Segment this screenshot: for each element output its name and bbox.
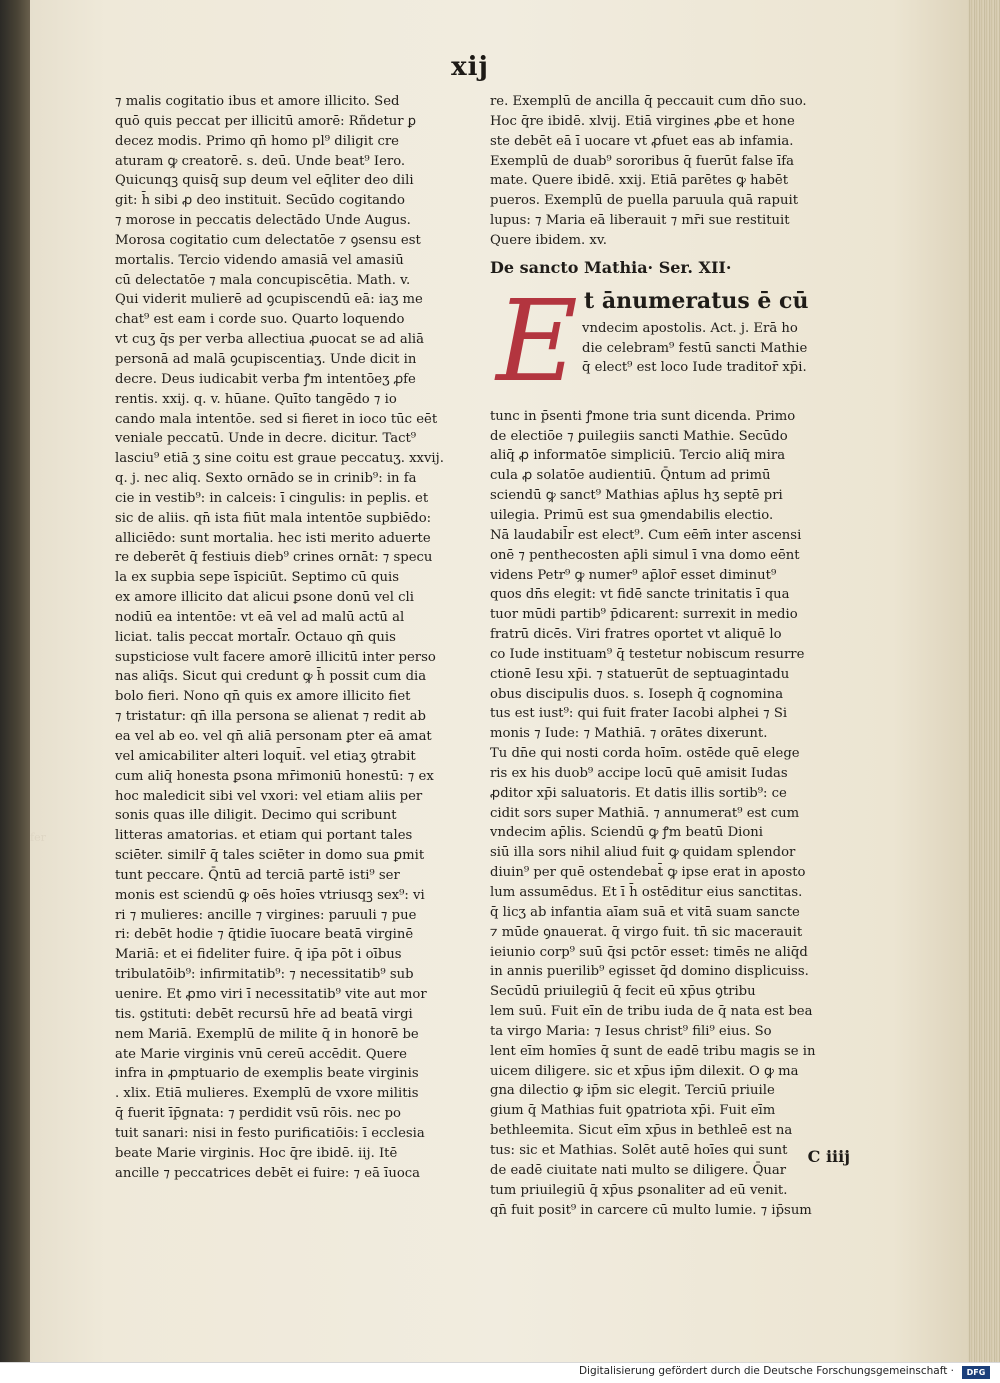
text-line: ieiunio corp⁹ suū q̄si pctōr esset: timēs ne aliq̄d bbox=[490, 944, 808, 960]
text-line: re deberēt q̄ festiuis dieb⁹ crines ornāt: ⁊ specu bbox=[115, 550, 433, 566]
text-line: in annis puerilib⁹ egisset q̄d domino displicuiss. bbox=[490, 964, 809, 980]
text-line: Nā laudabil̄r est elect⁹. Cum eēm̄ inter ascensi bbox=[490, 527, 802, 543]
opening-line: t ānumeratus ē cū bbox=[584, 287, 809, 314]
text-line: ris ex his duob⁹ accipe locū quē amisit Iudas bbox=[490, 765, 788, 781]
text-line: hoc maledicit sibi vel vxori: vel etiam aliis per bbox=[115, 788, 423, 804]
funding-credit: Digitalisierung gefördert durch die Deutsche Forschungsgemeinschaft · bbox=[578, 1365, 954, 1377]
text-line: re. Exemplū de ancilla q̄ peccauit cum dn̄o suo. bbox=[490, 94, 807, 109]
text-line: Mariā: et ei fideliter fuire. q̄ ip̄a pōt i oībus bbox=[115, 947, 402, 963]
text-line: liciat. talis peccat mortal̄r. Octauo qn̄ quis bbox=[115, 629, 396, 645]
text-line: cidit sors super Mathiā. ⁊ annumerat⁹ est cum bbox=[490, 805, 800, 821]
text-line: Quere ibidem. xv. bbox=[490, 232, 607, 248]
text-line: quos dn̄s elegit: vt fidē sancte trinitatis ī qua bbox=[490, 587, 790, 603]
text-line: tunt peccare. Q̄ntū ad terciā partē isti⁹ ser bbox=[115, 867, 400, 883]
text-line: bolo fieri. Nono qn̄ quis ex amore illicito fiet bbox=[115, 689, 411, 705]
text-line: mortalis. Tercio videndo amasiā vel amasiū bbox=[115, 252, 404, 268]
text-line: monis ⁊ Iude: ⁊ Mathiā. ⁊ orātes dixerunt. bbox=[490, 726, 768, 742]
text-line: quō quis peccat per illicitū amorē: Rñdetur ꝑ bbox=[115, 113, 417, 129]
text-line: monis est sciendū ꝙ oēs hoīes vtriusqꝫ sex⁹: vi bbox=[115, 887, 425, 903]
red-initial-letter: E bbox=[496, 276, 578, 407]
text-line: vndecim ap̄lis. Sciendū ꝙ ꝭm beatū Dioni bbox=[490, 825, 764, 841]
text-line: tis. ꝯstituti: debēt recursū hr̄e ad beatā virgi bbox=[115, 1006, 413, 1022]
text-line: veniale peccatū. Unde in decre. dicitur. Tact⁹ bbox=[115, 431, 417, 447]
text-line: ea vel ab eo. vel qn̄ aliā personam ꝑter eā amat bbox=[115, 729, 432, 744]
text-line: lem suū. Fuit eīn de tribu iuda de q̄ nata est bea bbox=[490, 1004, 813, 1020]
text-line: ⁊ mūde ꝯnauerat. q̄ virgo fuit. tn̄ sic macerauit bbox=[490, 924, 803, 940]
text-line: infra in ꝓmptuario de exemplis beate virginis bbox=[115, 1066, 419, 1082]
text-line: tuor mūdi partib⁹ p̄dicarent: surrexit in medio bbox=[490, 607, 798, 623]
text-line: qn̄ fuit posit⁹ in carcere cū multo lumie. ⁊ ip̄sum bbox=[490, 1202, 812, 1218]
text-line: mate. Quere ibidē. xxij. Etiā parētes ꝙ habēt bbox=[490, 173, 789, 189]
text-line: lupus: ⁊ Maria eā liberauit ⁊ mr̄i sue restituit bbox=[490, 213, 790, 229]
digitization-footer bbox=[0, 1362, 1000, 1383]
text-line: de eadē ciuitate nati multo se diligere. Q̄uar bbox=[490, 1162, 787, 1178]
text-line: tunc in p̄senti ꝭmone tria sunt dicenda. Primo bbox=[490, 408, 796, 424]
text-line: decre. Deus iudicabit verba ꝭm intentōeʒ ꝓfe bbox=[115, 371, 416, 387]
text-line: uenire. Et ꝓmo viri ī necessitatib⁹ vite aut mor bbox=[115, 986, 427, 1002]
text-line: sic de aliis. qn̄ ista fiūt mala intentōe supbiēdo: bbox=[115, 510, 432, 526]
text-line: ta virgo Maria: ⁊ Iesus christ⁹ fili⁹ eius. So bbox=[490, 1023, 772, 1039]
text-line: beate Marie virginis. Hoc q̄re ibidē. iij. Itē bbox=[115, 1145, 398, 1161]
text-line: diuin⁹ per quē ostendebat̄ ꝙ ipse erat in aposto bbox=[490, 865, 806, 881]
left-column bbox=[115, 92, 467, 1183]
text-line: ate Marie virginis vnū cereū accēdit. Quere bbox=[115, 1046, 407, 1062]
text-line: lum assumēdus. Et ī h̄ ostēditur eius sanctitas. bbox=[490, 885, 803, 900]
text-line: cum aliq̄ honesta ꝑsona mr̄imoniū honestū: ⁊ ex bbox=[115, 768, 434, 784]
opening-lines bbox=[582, 319, 842, 379]
sermon-opening bbox=[490, 276, 840, 407]
text-line: fratrū dicēs. Viri fratres oportet vt aliquē lo bbox=[490, 627, 782, 643]
text-line: tum priuilegiū q̄ xp̄us ꝑsonaliter ad eū venit. bbox=[490, 1182, 788, 1198]
text-line: ⁊ morose in peccatis delectādo Unde Augus. bbox=[115, 213, 411, 229]
text-line: sonis quas ille diligit. Decimo qui scribunt bbox=[115, 808, 397, 824]
text-line: personā ad malā ꝯcupiscentiaʒ. Unde dicit in bbox=[115, 351, 417, 367]
text-line: de electiōe ⁊ ꝑuilegiis sancti Mathie. Secūdo bbox=[490, 428, 788, 444]
text-line: ⁊ malis cogitatio ibus et amore illicito. Sed bbox=[115, 94, 400, 109]
text-line: chat⁹ est eam i corde suo. Quarto loquendo bbox=[115, 312, 405, 328]
text-line: . xlix. Etiā mulieres. Exemplū de vxore militis bbox=[115, 1086, 419, 1102]
text-line: q̄ fuerit īp̄gnata: ⁊ perdidit vsū rōis. nec po bbox=[115, 1106, 401, 1122]
right-column bbox=[490, 92, 840, 1220]
text-line: ctionē Iesu xp̄i. ⁊ statuerūt de septuagintadu bbox=[490, 666, 790, 682]
text-line: Secūdū priuilegiū q̄ fecit eū xp̄us ꝯtribu bbox=[490, 984, 756, 1000]
text-line: siū illa sors nihil aliud fuit ꝙ quidam splendor bbox=[490, 845, 796, 861]
text-line: Morosa cogitatio cum delectatōe ⁊ ꝯsensu est bbox=[115, 232, 421, 248]
book-spine bbox=[0, 0, 32, 1362]
margin-fragment: fer bbox=[30, 831, 46, 844]
text-line: sciendū ꝙ sanct⁹ Mathias ap̄lus hʒ septē pri bbox=[490, 488, 783, 504]
text-line: q̄ elect⁹ est loco Iude traditor̄ xp̄i. bbox=[582, 360, 807, 376]
text-line: rentis. xxij. q. v. hūane. Quīto tangēdo ⁊ io bbox=[115, 391, 397, 407]
text-line: vel amicabiliter alteri loquit̄. vel etiaʒ ꝯtrabit bbox=[115, 748, 416, 764]
text-line: die celebram⁹ festū sancti Mathie bbox=[582, 340, 808, 356]
right-column-body-text bbox=[490, 407, 840, 1221]
text-line: pueros. Exemplū de puella paruula quā rapuit bbox=[490, 193, 798, 209]
text-line: ex amore illicito dat alicui ꝑsone donū vel cli bbox=[115, 590, 414, 606]
text-line: aliq̄ ꝓ informatōe simpliciū. Tercio aliq̄ mira bbox=[490, 448, 786, 464]
text-line: gium q̄ Mathias fuit ꝯpatriota xp̄i. Fuit eīm bbox=[490, 1103, 776, 1119]
text-line: alliciēdo: sunt mortalia. hec isti merito aduerte bbox=[115, 530, 431, 546]
text-line: cū delectatōe ⁊ mala concupiscētia. Math. v. bbox=[115, 272, 411, 288]
text-line: la ex supbia sepe īspiciūt. Septimo cū quis bbox=[115, 570, 399, 586]
text-line: ri: debēt hodie ⁊ q̄tidie īuocare beatā virginē bbox=[115, 927, 414, 943]
dfg-logo-icon: DFG bbox=[962, 1366, 990, 1379]
text-line: Tu dn̄e qui nosti corda hoīm. ostēde quē elege bbox=[490, 746, 800, 762]
text-line: co Iude instituam⁹ q̄ testetur nobiscum resurre bbox=[490, 646, 805, 662]
text-line: Quicunqꝫ quisq̄ sup deum vel eq̄liter deo dili bbox=[115, 173, 414, 189]
text-line: nem Mariā. Exemplū de milite q̄ in honorē be bbox=[115, 1026, 419, 1042]
text-line: sciēter. similr̄ q̄ tales sciēter in domo sua ꝑmit bbox=[115, 848, 425, 864]
text-line: tuit sanari: nisi in festo purificatiōis: ī ecclesia bbox=[115, 1125, 425, 1141]
text-line: nas aliq̄s. Sicut qui credunt ꝙ h̄ possit cum dia bbox=[115, 669, 427, 685]
text-line: lent eīm homīes q̄ sunt de eadē tribu magis se in bbox=[490, 1043, 816, 1059]
text-line: uicem diligere. sic et xp̄us ip̄m dilexit. O ꝙ ma bbox=[490, 1063, 799, 1079]
text-line: tus est iust⁹: qui fuit frater Iacobi alphei ⁊ Si bbox=[490, 706, 788, 722]
text-line: uilegia. Primū est sua ꝯmendabilis electio. bbox=[490, 507, 774, 523]
text-line: tribulatōib⁹: infirmitatib⁹: ⁊ necessitatib⁹ sub bbox=[115, 967, 414, 983]
text-line: Qui viderit mulierē ad ꝯcupiscendū eā: iaʒ me bbox=[115, 292, 423, 308]
text-line: gna dilectio ꝙ ip̄m sic elegit. Terciū priuile bbox=[490, 1083, 775, 1099]
text-line: onē ⁊ penthecosten ap̄li simul ī vna domo eēnt bbox=[490, 547, 800, 563]
text-line: tus: sic et Mathias. Solēt autē hoīes qui sunt bbox=[490, 1142, 788, 1158]
text-line: q. j. nec aliq. Sexto ornādo se in crinib⁹: in fa bbox=[115, 471, 417, 487]
text-line: cando mala intentōe. sed si fieret in ioco tūc eēt bbox=[115, 411, 438, 427]
text-line: ste debēt eā ī uocare vt ꝓfuet eas ab infamia. bbox=[490, 133, 794, 149]
sermon-heading: De sancto Mathia· Ser. XII· bbox=[490, 257, 732, 277]
right-column-top-text bbox=[490, 92, 840, 251]
text-line: decez modis. Primo qn̄ homo pl⁹ diligit cre bbox=[115, 133, 399, 149]
text-line: git: h̄ sibi ꝓ deo instituit. Secūdo cogitando bbox=[115, 193, 405, 209]
text-line: cie in vestib⁹: in calceis: ī cingulis: in peplis. et bbox=[115, 490, 429, 506]
text-line: Exemplū de duab⁹ sororibus q̄ fuerūt false īfa bbox=[490, 153, 795, 169]
signature-mark: C iiij bbox=[807, 1147, 850, 1166]
text-line: ꝓditor xp̄i saluatoris. Et datis illis sortib⁹: ce bbox=[490, 785, 787, 801]
folio-number: xij bbox=[451, 52, 489, 82]
text-line: nodiū ea intentōe: vt eā vel ad malū actū al bbox=[115, 609, 405, 625]
text-line: ancille ⁊ peccatrices debēt ei fuire: ⁊ eā īuoca bbox=[115, 1165, 421, 1181]
text-line: vt cuʒ q̄s per verba allectiua ꝓuocat se ad aliā bbox=[115, 332, 425, 348]
text-line: ri ⁊ mulieres: ancille ⁊ virgines: paruuli ⁊ pue bbox=[115, 907, 417, 923]
text-line: supsticiose vult facere amorē illicitū inter perso bbox=[115, 649, 436, 665]
text-line: bethleemita. Sicut eīm xp̄us in bethleē est na bbox=[490, 1123, 793, 1139]
text-line: cula ꝓ solatōe audientiū. Q̄ntum ad primū bbox=[490, 468, 771, 484]
text-line: lasciu⁹ etiā ʒ sine coitu est graue peccatuʒ. xxvij. bbox=[115, 451, 444, 467]
text-line: videns Petr⁹ ꝙ numer⁹ ap̄lor̄ esset diminut⁹ bbox=[490, 567, 777, 583]
text-line: q̄ licʒ ab infantia aīam suā et vitā suam sancte bbox=[490, 904, 800, 920]
text-line: Hoc q̄re ibidē. xlvij. Etiā virgines ꝓbe et hone bbox=[490, 113, 795, 129]
text-line: litteras amatorias. et etiam qui portant tales bbox=[115, 828, 413, 844]
text-line: vndecim apostolis. Act. j. Erā ho bbox=[582, 320, 798, 336]
text-line: obus discipulis duos. s. Ioseph q̄ cognomina bbox=[490, 686, 784, 702]
text-line: aturam ꝙ creatorē. s. deū. Unde beat⁹ Iero. bbox=[115, 153, 406, 169]
text-line: ⁊ tristatur: qn̄ illa persona se alienat ⁊ redit ab bbox=[115, 709, 426, 725]
